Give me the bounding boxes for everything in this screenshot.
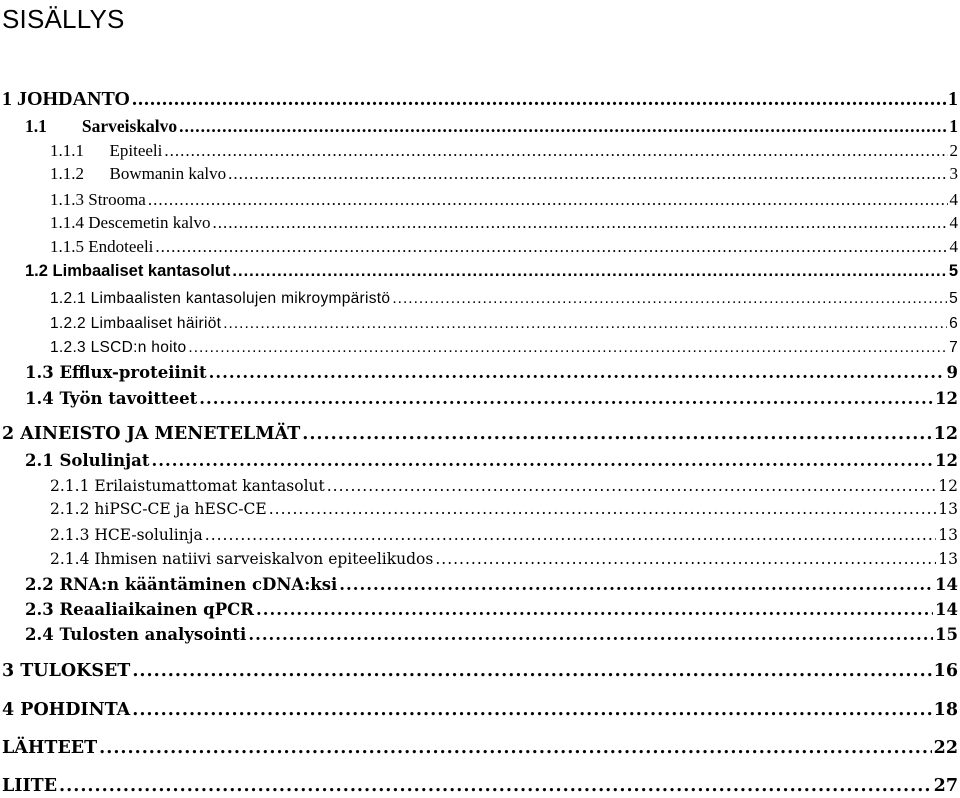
toc-page-number: 12 xyxy=(933,424,958,444)
toc-entry-endoteeli[interactable] xyxy=(50,237,958,257)
toc-title: Ihmisen natiivi sarveiskalvon epiteelikudos xyxy=(94,550,434,568)
toc-leader xyxy=(59,776,932,796)
toc-number: 1 xyxy=(2,88,17,110)
toc-title: POHDINTA xyxy=(20,700,131,720)
toc-leader xyxy=(269,500,937,518)
toc-title: hiPSC-CE ja hESC-CE xyxy=(94,500,267,518)
toc-title: Epiteeli xyxy=(109,141,163,160)
toc-title: Bowmanin kalvo xyxy=(109,164,227,183)
toc-leader xyxy=(302,424,931,444)
toc-entry-lscd-hoito[interactable] xyxy=(50,339,958,357)
toc-page-number: 4 xyxy=(949,213,958,232)
toc-entry-limbaaliset-kantasolut[interactable] xyxy=(25,262,958,281)
toc-entry-reaaliaikainen-qpcr[interactable] xyxy=(25,600,958,619)
toc-number: 2.1.3 xyxy=(50,526,95,544)
toc-title: Solulinjat xyxy=(59,451,150,470)
toc-entry-efflux-proteiinit[interactable] xyxy=(25,363,958,382)
toc-page-number: 3 xyxy=(949,164,958,183)
toc-page-number: 15 xyxy=(935,625,958,644)
toc-leader xyxy=(132,88,946,111)
toc-page-number: 5 xyxy=(948,262,958,280)
toc-leader xyxy=(392,290,947,308)
toc-page-number: 7 xyxy=(949,339,958,356)
toc-leader xyxy=(213,213,948,233)
toc-page-number: 14 xyxy=(935,600,958,619)
toc-number: 2.1.2 xyxy=(50,500,95,518)
toc-title: AINEISTO JA MENETELMÄT xyxy=(20,424,301,444)
toc-page-number: 12 xyxy=(935,451,958,470)
toc-entry-mikroymparisto[interactable] xyxy=(50,290,958,308)
toc-entry-rna-kaantaminen[interactable] xyxy=(25,575,958,594)
toc-number: 4 xyxy=(2,700,21,720)
toc-number: 1.2.2 xyxy=(50,315,91,332)
toc-entry-tulosten-analysointi[interactable] xyxy=(25,625,958,644)
toc-leader xyxy=(99,738,932,758)
toc-leader xyxy=(132,700,931,720)
toc-entry-tulokset[interactable] xyxy=(2,661,958,681)
toc-page-number: 1 xyxy=(949,116,958,136)
toc-page-number: 9 xyxy=(946,363,958,382)
toc-entry-hce-solulinja[interactable] xyxy=(50,526,958,544)
toc-number: 1.2.3 xyxy=(50,339,91,356)
toc-title: Limbaaliset häiriöt xyxy=(90,315,222,332)
toc-leader xyxy=(164,141,947,161)
toc-number: 1.1.5 xyxy=(50,237,89,256)
toc-leader xyxy=(327,477,937,495)
toc-leader xyxy=(248,625,933,644)
toc-entry-hipsc-ce-ja-hesc-ce[interactable] xyxy=(50,500,958,518)
toc-entry-strooma[interactable] xyxy=(50,190,958,210)
toc-number: 1.2 xyxy=(25,262,53,280)
toc-number: 2.1 xyxy=(25,451,60,470)
toc-entry-ihmisen-natiivi-epiteelikudos[interactable] xyxy=(50,550,958,568)
toc-leader xyxy=(179,116,947,137)
toc-title: Strooma xyxy=(88,190,146,209)
toc-entry-solulinjat[interactable] xyxy=(25,451,958,470)
toc-number: 2 xyxy=(2,424,21,444)
toc-number: 2.1.1 xyxy=(50,477,95,495)
toc-title: Erilaistumattomat kantasolut xyxy=(94,477,325,495)
page-title: SISÄLLYS xyxy=(2,4,125,34)
toc-page-number: 13 xyxy=(938,500,958,518)
toc-page-number: 4 xyxy=(949,237,958,256)
toc-entry-limbaaliset-hairiot[interactable] xyxy=(50,315,958,333)
toc-entry-lahteet[interactable] xyxy=(2,738,958,758)
toc-page-number: 22 xyxy=(933,738,958,758)
toc-leader xyxy=(232,262,946,281)
toc-number: 1.1.3 xyxy=(50,190,89,209)
toc-title: Tulosten analysointi xyxy=(59,625,247,644)
toc-title: Sarveiskalvo xyxy=(81,116,178,136)
toc-leader xyxy=(228,164,947,184)
toc-entry-erilaistumattomat-kantasolut[interactable] xyxy=(50,477,958,495)
toc-page-number: 12 xyxy=(938,477,958,495)
toc-page-number: 13 xyxy=(938,550,958,568)
toc-number: 1.1.1 xyxy=(50,141,110,160)
toc-entry-johdanto[interactable] xyxy=(2,88,958,111)
toc-title: LIITE xyxy=(2,776,58,796)
toc-page-number: 4 xyxy=(949,190,958,209)
toc-title: LÄHTEET xyxy=(2,738,98,758)
toc-leader xyxy=(256,600,933,619)
toc-leader xyxy=(205,526,937,544)
toc-number: 1.2.1 xyxy=(50,290,91,307)
toc-leader xyxy=(155,237,947,257)
toc-entry-sarveiskalvo[interactable] xyxy=(25,116,958,137)
toc-entry-liite[interactable] xyxy=(2,776,958,796)
toc-entry-descemetin-kalvo[interactable] xyxy=(50,213,958,233)
toc-number: 2.3 xyxy=(25,600,60,619)
toc-number: 1.1 xyxy=(25,116,82,136)
toc-page-number: 16 xyxy=(933,661,958,681)
toc-page-number: 18 xyxy=(933,700,958,720)
toc-number: 2.4 xyxy=(25,625,60,644)
toc-title: Efflux-proteiinit xyxy=(59,363,207,382)
toc-leader xyxy=(188,339,947,357)
toc-title: Endoteeli xyxy=(88,237,154,256)
toc-page-number: 5 xyxy=(949,290,958,307)
toc-leader xyxy=(148,190,948,210)
toc-page-number: 12 xyxy=(935,389,958,408)
toc-page-number: 27 xyxy=(933,776,958,796)
toc-entry-tyon-tavoitteet[interactable] xyxy=(25,389,958,408)
toc-number: 1.1.4 xyxy=(50,213,89,232)
toc-title: Descemetin kalvo xyxy=(88,213,211,232)
toc-title: LSCD:n hoito xyxy=(90,339,187,356)
toc-leader xyxy=(209,363,945,382)
toc-number: 3 xyxy=(2,661,21,681)
toc-page-number: 6 xyxy=(949,315,958,332)
toc-number: 1.4 xyxy=(25,389,60,408)
toc-leader xyxy=(223,315,947,333)
toc-entry-epiteeli[interactable] xyxy=(50,141,958,161)
toc-entry-pohdinta[interactable] xyxy=(2,700,958,720)
toc-number: 2.2 xyxy=(25,575,60,594)
toc-title: JOHDANTO xyxy=(17,88,130,110)
toc-leader xyxy=(132,661,931,681)
toc-entry-aineisto-ja-menetelmat[interactable] xyxy=(2,424,958,444)
toc-entry-bowmanin-kalvo[interactable] xyxy=(50,164,958,184)
toc-title: RNA:n kääntäminen cDNA:ksi xyxy=(59,575,338,594)
toc-page-number: 2 xyxy=(949,141,958,160)
toc-number: 2.1.4 xyxy=(50,550,95,568)
toc-page-number: 13 xyxy=(938,526,958,544)
toc-page-number: 1 xyxy=(948,88,958,110)
toc-title: Limbaalisten kantasolujen mikroympäristö xyxy=(90,290,391,307)
toc-leader xyxy=(435,550,936,568)
toc-title: Työn tavoitteet xyxy=(59,389,198,408)
toc-leader xyxy=(199,389,933,408)
toc-title: HCE-solulinja xyxy=(94,526,203,544)
toc-number: 1.1.2 xyxy=(50,164,110,183)
toc-number: 1.3 xyxy=(25,363,60,382)
toc-page-number: 14 xyxy=(935,575,958,594)
toc-leader xyxy=(339,575,933,594)
toc-title: Limbaaliset kantasolut xyxy=(52,262,231,280)
toc-title: TULOKSET xyxy=(20,661,131,681)
toc-title: Reaaliaikainen qPCR xyxy=(59,600,254,619)
toc-leader xyxy=(151,451,933,470)
